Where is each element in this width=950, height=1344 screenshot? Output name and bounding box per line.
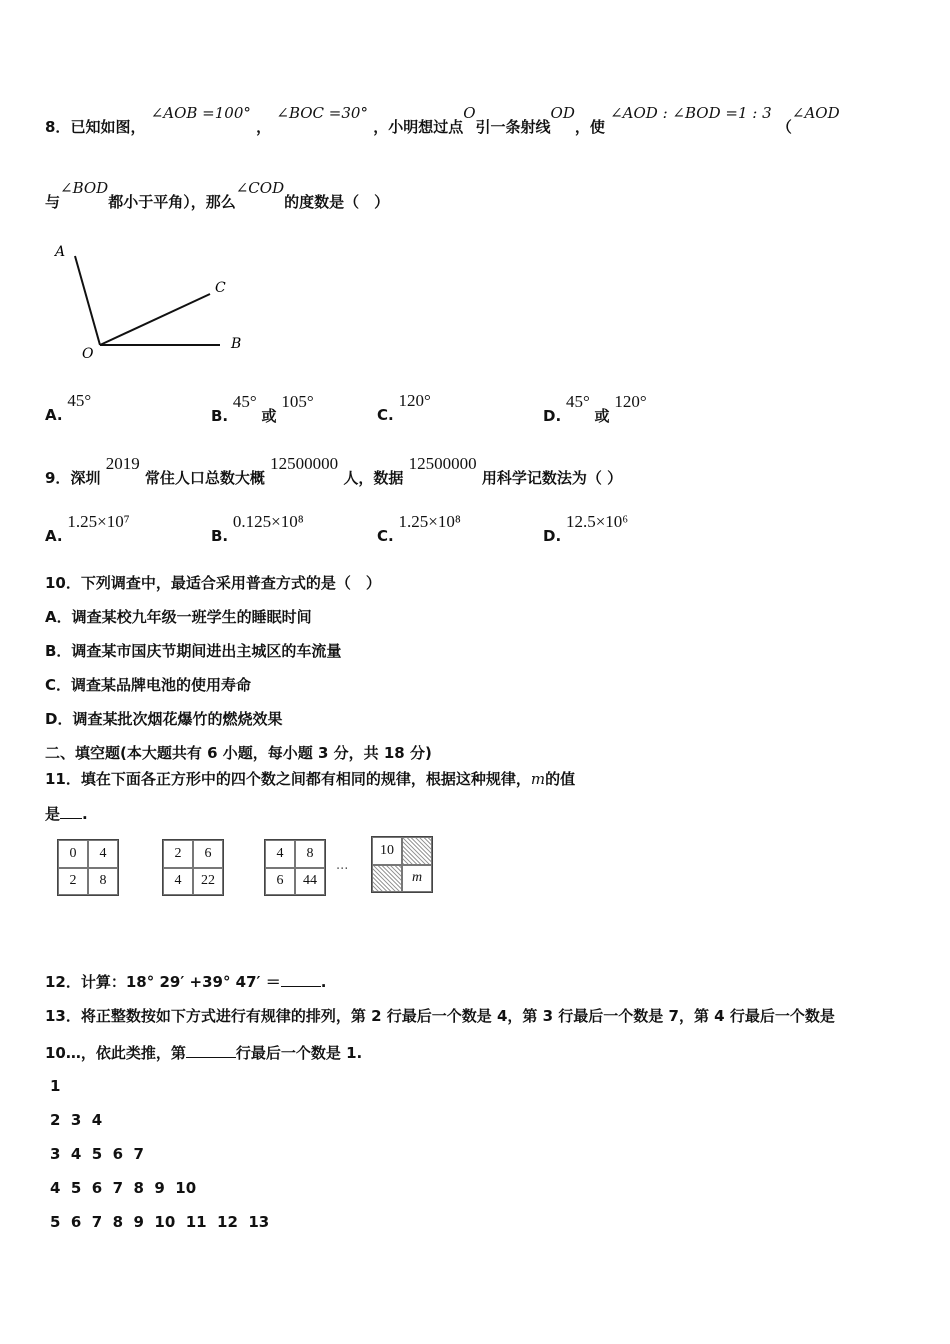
angle-bod: ∠BOD <box>60 179 109 197</box>
angle-aod: ∠AOD <box>791 104 840 122</box>
number-row-2: 2 3 4 <box>50 1111 103 1129</box>
answer-blank[interactable] <box>281 972 321 987</box>
q8-option-a[interactable] <box>45 391 92 425</box>
ray-od: OD <box>550 104 575 122</box>
q10-option-b[interactable]: B．调查某市国庆节期间进出主城区的车流量 <box>45 642 342 660</box>
q8-text-6: 都小于平角），那么 <box>108 193 236 211</box>
q11-text-2: 的值 <box>545 770 576 788</box>
q13-text-2: 10…，依此类推，第 <box>45 1044 186 1062</box>
q11-text-3: 是 <box>45 805 61 823</box>
q9-population-1: 12500000 <box>270 454 339 473</box>
angle-ratio: ∠AOD : ∠BOD =1 : 3 <box>610 104 772 122</box>
cell-bottom-left: 6 <box>265 868 295 896</box>
option-label: B. <box>211 407 229 425</box>
label-o: O <box>82 346 94 362</box>
option-label: A. <box>45 527 63 545</box>
q8-option-c[interactable] <box>377 391 431 425</box>
q9-number: 9． <box>45 469 71 487</box>
cell-top-right: 4 <box>88 840 118 868</box>
hatched-cell <box>372 865 402 893</box>
angle-cod: ∠COD <box>235 179 285 197</box>
cell-bottom-left: 2 <box>58 868 88 896</box>
option-label: C. <box>377 527 394 545</box>
cell-top-left: 4 <box>265 840 295 868</box>
angle-aob: ∠AOB =100° <box>150 104 251 122</box>
q12-text-2: . <box>320 973 327 991</box>
q8-paren: （ <box>776 118 792 136</box>
option-label: B. <box>211 527 229 545</box>
cell-top-left: 10 <box>372 837 402 865</box>
q11-text-4: . <box>82 805 88 823</box>
number-row-4: 4 5 6 7 8 9 10 <box>50 1179 197 1197</box>
q8-angle-figure <box>45 238 255 368</box>
option-value: 45° <box>67 391 92 410</box>
cell-bottom-left: 4 <box>163 868 193 896</box>
q9-year: 2019 <box>105 454 140 473</box>
answer-blank[interactable] <box>60 804 82 819</box>
option-label: A. <box>45 406 63 424</box>
q8-text-3: 引一条射线 <box>475 118 551 136</box>
label-b: B <box>231 336 242 352</box>
cell-top-right: 6 <box>193 840 223 868</box>
q8-text-4: ，使 <box>574 118 605 136</box>
q9-option-b[interactable] <box>211 512 304 546</box>
q9-text-3: 人，数据 <box>343 469 404 487</box>
number-square-4 <box>371 836 433 893</box>
angle-boc: ∠BOC =30° <box>276 104 368 122</box>
cell-top-left: 0 <box>58 840 88 868</box>
option-or: 或 <box>261 407 277 425</box>
cell-bottom-right: m <box>402 865 432 893</box>
section-title: 二、填空题(本大题共有 6 小题，每小题 3 分，共 18 分) <box>45 744 432 762</box>
ray-oc <box>100 294 210 345</box>
option-value-2: 105° <box>281 392 314 411</box>
q12-text-1: 12．计算：18° 29′ +39° 47′ ＝ <box>45 973 281 991</box>
q10-option-d[interactable]: D．调查某批次烟花爆竹的燃烧效果 <box>45 710 283 728</box>
q10-option-a[interactable]: A．调查某校九年级一班学生的睡眠时间 <box>45 608 312 626</box>
hatched-cell <box>402 837 432 865</box>
q9-population-2: 12500000 <box>408 454 477 473</box>
q9-option-c[interactable] <box>377 512 461 546</box>
q8-number: 8． <box>45 118 71 136</box>
q9-text-2: 常住人口总数大概 <box>144 469 265 487</box>
q8-option-b[interactable] <box>211 392 314 426</box>
number-square-3 <box>264 839 326 896</box>
q13-text-3: 行最后一个数是 1. <box>235 1044 363 1062</box>
option-value-2: 120° <box>614 392 647 411</box>
option-value: 1.25×10⁸ <box>398 512 461 531</box>
label-a: A <box>55 244 66 260</box>
q8-sep: ， <box>256 118 272 136</box>
option-value-1: 45° <box>232 392 257 411</box>
cell-top-left: 2 <box>163 840 193 868</box>
cell-bottom-right: 8 <box>88 868 118 896</box>
cell-bottom-right: 22 <box>193 868 223 896</box>
cell-top-right: 8 <box>295 840 325 868</box>
answer-blank[interactable] <box>186 1043 236 1058</box>
q9-option-a[interactable] <box>45 512 130 546</box>
q10-stem: 10．下列调查中，最适合采用普查方式的是（ ） <box>45 574 381 592</box>
option-or: 或 <box>594 407 610 425</box>
number-row-5: 5 6 7 8 9 10 11 12 13 <box>50 1213 270 1231</box>
q13-line1: 13．将正整数按如下方式进行有规律的排列，第 2 行最后一个数是 4，第 3 行最后一个数是 7，第 4 行最后一个数是 <box>45 1007 835 1025</box>
ray-oa <box>75 256 100 345</box>
ellipsis: ··· <box>336 862 349 877</box>
q9-text-4: 用科学记数法为（ ） <box>481 469 623 487</box>
option-value: 1.25×10⁷ <box>67 512 130 531</box>
number-square-2 <box>162 839 224 896</box>
q8-line1 <box>45 104 840 137</box>
q9-text-1: 深圳 <box>70 469 101 487</box>
q8-text-5: 与 <box>45 193 61 211</box>
q8-option-d[interactable] <box>543 392 647 426</box>
q13-line2 <box>45 1042 362 1063</box>
q10-option-c[interactable]: C．调查某品牌电池的使用寿命 <box>45 676 252 694</box>
number-row-1: 1 <box>50 1077 61 1095</box>
option-value: 120° <box>398 391 431 410</box>
q12 <box>45 971 326 992</box>
q11-m: m <box>530 770 546 788</box>
q9-option-d[interactable] <box>543 512 629 546</box>
option-value: 12.5×10⁶ <box>565 512 629 531</box>
q8-text-2: ，小明想过点 <box>373 118 464 136</box>
q8-line2 <box>45 179 390 212</box>
number-row-3: 3 4 5 6 7 <box>50 1145 144 1163</box>
option-label: D. <box>543 527 562 545</box>
option-label: C. <box>377 406 394 424</box>
q11-answer-line <box>45 803 88 824</box>
q8-text-7: 的度数是（ ） <box>284 193 390 211</box>
option-value: 0.125×10⁸ <box>232 512 304 531</box>
q11-text-1: 11．填在下面各正方形中的四个数之间都有相同的规律，根据这种规律， <box>45 770 531 788</box>
q8-text-1: 已知如图， <box>70 118 146 136</box>
q11-stem <box>45 768 575 789</box>
q9-stem <box>45 454 623 488</box>
option-label: D. <box>543 407 562 425</box>
point-o: O <box>463 104 476 122</box>
label-c: C <box>215 280 226 296</box>
cell-bottom-right: 44 <box>295 868 325 896</box>
option-value-1: 45° <box>565 392 590 411</box>
number-square-1 <box>57 839 119 896</box>
